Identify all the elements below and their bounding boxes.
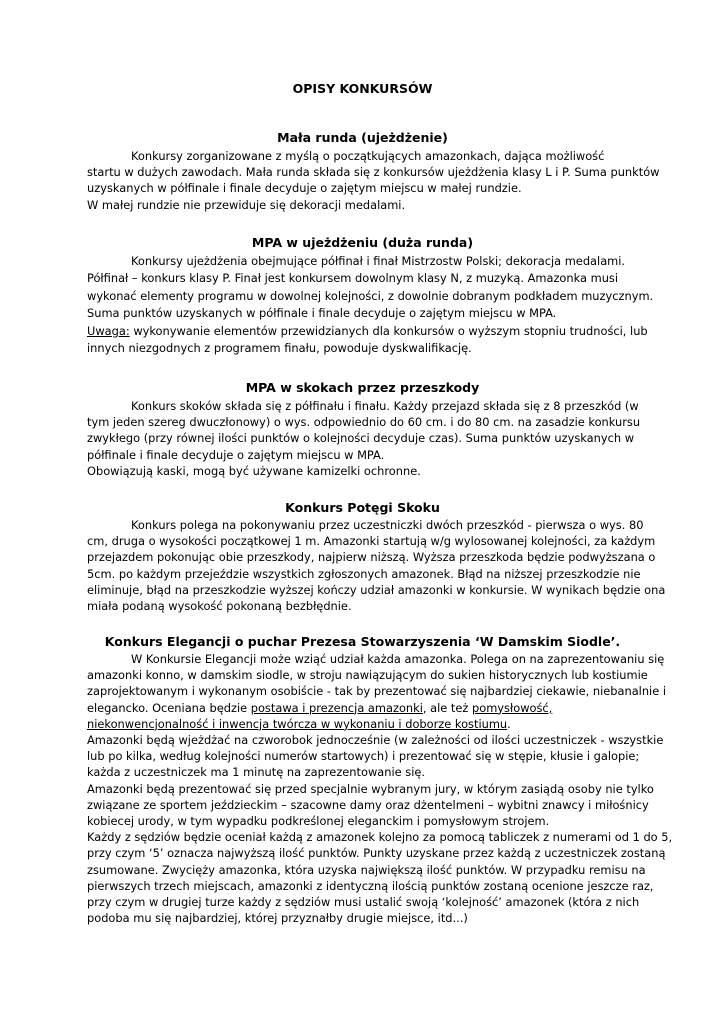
section-body-konkurs-elegancji — [87, 651, 673, 926]
paragraph-line: Suma punktów uzyskanych w półfinale i finale decyduje o zajętym miejscu w MPA. — [87, 306, 557, 321]
paragraph-line: Półfinał – konkurs klasy P. Finał jest konkursem dowolnym klasy N, z muzyką. Amazonka musi — [87, 271, 619, 286]
paragraph-line: startu w dużych zawodach. Mała runda składa się z konkursów ujeżdżenia klasy L i P. Suma punktów — [87, 165, 660, 180]
paragraph-line: miała podaną wysokość pokonaną bezbłędnie. — [87, 599, 352, 614]
section-body-potega-skoku — [87, 517, 666, 614]
section-heading-mpa-ujezdzenie: MPA w ujeżdżeniu (duża runda) — [251, 235, 474, 250]
text-fragment: , ale też — [422, 700, 473, 715]
paragraph-line: lub po kilka, według kolejności numerów startowych) i prezentować się w stępie, kłusie i galopie; — [87, 749, 640, 764]
text-fragment: . — [507, 716, 511, 731]
paragraph-line: W Konkursie Elegancji może wziąć udział każda amazonka. Polega on na zaprezentowaniu się — [131, 652, 665, 666]
paragraph-line: uzyskanych w półfinale i finale decyduje o zajętym miejscu w małej rundzie. — [87, 181, 522, 196]
paragraph-line: eliminuje, błąd na przeszkodzie wyższej kończy udział amazonki w konkursie. W wynikach będzie ona — [87, 582, 666, 597]
paragraph-line: zaprojektowanym i wykonanym osobiście - tak by prezentować się najbardziej ciekawie, niebanalnie i — [87, 684, 667, 699]
text-fragment: elegancko. Oceniana będzie — [87, 700, 251, 715]
paragraph-line: Konkursy ujeżdżenia obejmujące półfinał i finał Mistrzostw Polski; dekoracja medalami. — [131, 254, 626, 268]
paragraph-line: przy czym ‘5’ oznacza najwyższą ilość punktów. Punkty uzyskane przez każdą z uczestniczek zostaną — [87, 846, 666, 861]
note-label: Uwaga: — [87, 323, 130, 338]
paragraph-line: Amazonki będą prezentować się przed specjalnie wybranym jury, w którym zasiądą osoby nie tylko — [87, 781, 654, 796]
section-heading-konkurs-elegancji: Konkurs Elegancji o puchar Prezesa Stowarzyszenia ‘W Damskim Siodle’. — [104, 634, 621, 649]
section-heading-potega-skoku: Konkurs Potęgi Skoku — [285, 500, 440, 515]
paragraph-line: Konkursy zorganizowane z myślą o początkujących amazonkach, dająca możliwość — [131, 149, 605, 163]
note-text: wykonywanie elementów przewidzianych dla konkursów o wyższym stopniu trudności, lub — [133, 323, 648, 338]
section-body-mala-runda — [87, 148, 660, 213]
paragraph-line — [87, 700, 647, 716]
paragraph-line: cm, druga o wysokości początkowej 1 m. Amazonki startują w/g wylosowanej kolejności, za każdym — [87, 534, 656, 549]
paragraph-line: Każdy z sędziów będzie oceniał każdą z amazonek kolejno za pomocą tabliczek z numerami od 1 do 5, — [87, 830, 673, 845]
paragraph-line: Amazonki będą wjeżdżać na czworobok jednocześnie (w zależności od ilości uczestniczek - wszystkie — [87, 733, 664, 748]
paragraph-line: półfinale i finale decyduje o zajętym miejscu w MPA. — [87, 447, 385, 462]
underlined-phrase: niekonwencjonalność i inwencja twórcza w wykonaniu i doborze kostiumu — [87, 716, 508, 731]
paragraph-line: podoba mu się najbardziej, której przyznałby drugie miejsce, itd...) — [87, 911, 468, 926]
section-heading-mala-runda: Mała runda (ujeżdżenie) — [277, 130, 448, 145]
section-body-mpa-skoki — [87, 398, 647, 479]
paragraph-line — [87, 716, 647, 732]
paragraph-line: każda z uczestniczek ma 1 minutę na zaprezentowanie się. — [87, 765, 425, 780]
paragraph-line: Konkurs skoków składa się z półfinału i finału. Każdy przejazd składa się z 8 przeszkód (w — [131, 399, 639, 413]
section-body-mpa-ujezdzenie — [87, 253, 654, 357]
page-title: OPISY KONKURSÓW — [292, 81, 433, 96]
paragraph-line: związane ze sportem jeździeckim – szacowne damy oraz dżentelmeni – wybitni znawcy i miłośnicy — [87, 797, 649, 812]
underlined-phrase: pomysłowość, — [472, 700, 553, 715]
paragraph-line: innych niezgodnych z programem finału, powoduje dyskwalifikację. — [87, 341, 472, 356]
paragraph-line: pierwszych trzech miejscach, amazonki z identyczną ilością punktów zostaną ocenione jeszcze raz, — [87, 878, 654, 893]
paragraph-line: wykonać elementy programu w dowolnej kolejności, z dowolnie dobranym podkładem muzycznym. — [87, 288, 654, 303]
paragraph-line: zwykłego (przy równej ilości punktów o kolejności decyduje czas). Suma punktów uzyskanych w — [87, 431, 635, 446]
paragraph-line — [87, 323, 647, 340]
paragraph-line: Konkurs polega na pokonywaniu przez uczestniczki dwóch przeszkód - pierwsza o wys. 80 — [131, 518, 644, 532]
paragraph-line: W małej rundzie nie przewiduje się dekoracji medalami. — [87, 197, 406, 212]
underlined-phrase: postawa i prezencja amazonki — [250, 700, 423, 715]
paragraph-line: zsumowane. Zwycięży amazonka, która uzyska największą ilość punktów. W przypadku remisu na — [87, 862, 646, 877]
paragraph-line: 5cm. po każdym przejeździe wszystkich zgłoszonych amazonek. Błąd na niższej przeszkodzie nie — [87, 566, 641, 581]
section-heading-mpa-skoki: MPA w skokach przez przeszkody — [245, 380, 480, 395]
paragraph-line: Obowiązują kaski, mogą być używane kamizelki ochronne. — [87, 463, 421, 478]
paragraph-line: przy czym w drugiej turze każdy z sędziów musi ustalić swoją ‘kolejność’ amazonek (która z nich — [87, 895, 640, 910]
paragraph-line: amazonki konno, w damskim siodle, w stroju nawiązującym do sukien historycznych lub kostiumie — [87, 668, 648, 683]
paragraph-line: tym jeden szereg dwuczłonowy) o wys. odpowiednio do 60 cm. i do 80 cm. na zasadzie konkursu — [87, 415, 641, 430]
paragraph-line: przejazdem pokonując obie przeszkody, najpierw niższą. Wyższa przeszkoda będzie podwyższana o — [87, 550, 656, 565]
paragraph-line: kobiecej urody, w tym wypadku podkreślonej eleganckim i pomysłowym strojem. — [87, 814, 550, 829]
